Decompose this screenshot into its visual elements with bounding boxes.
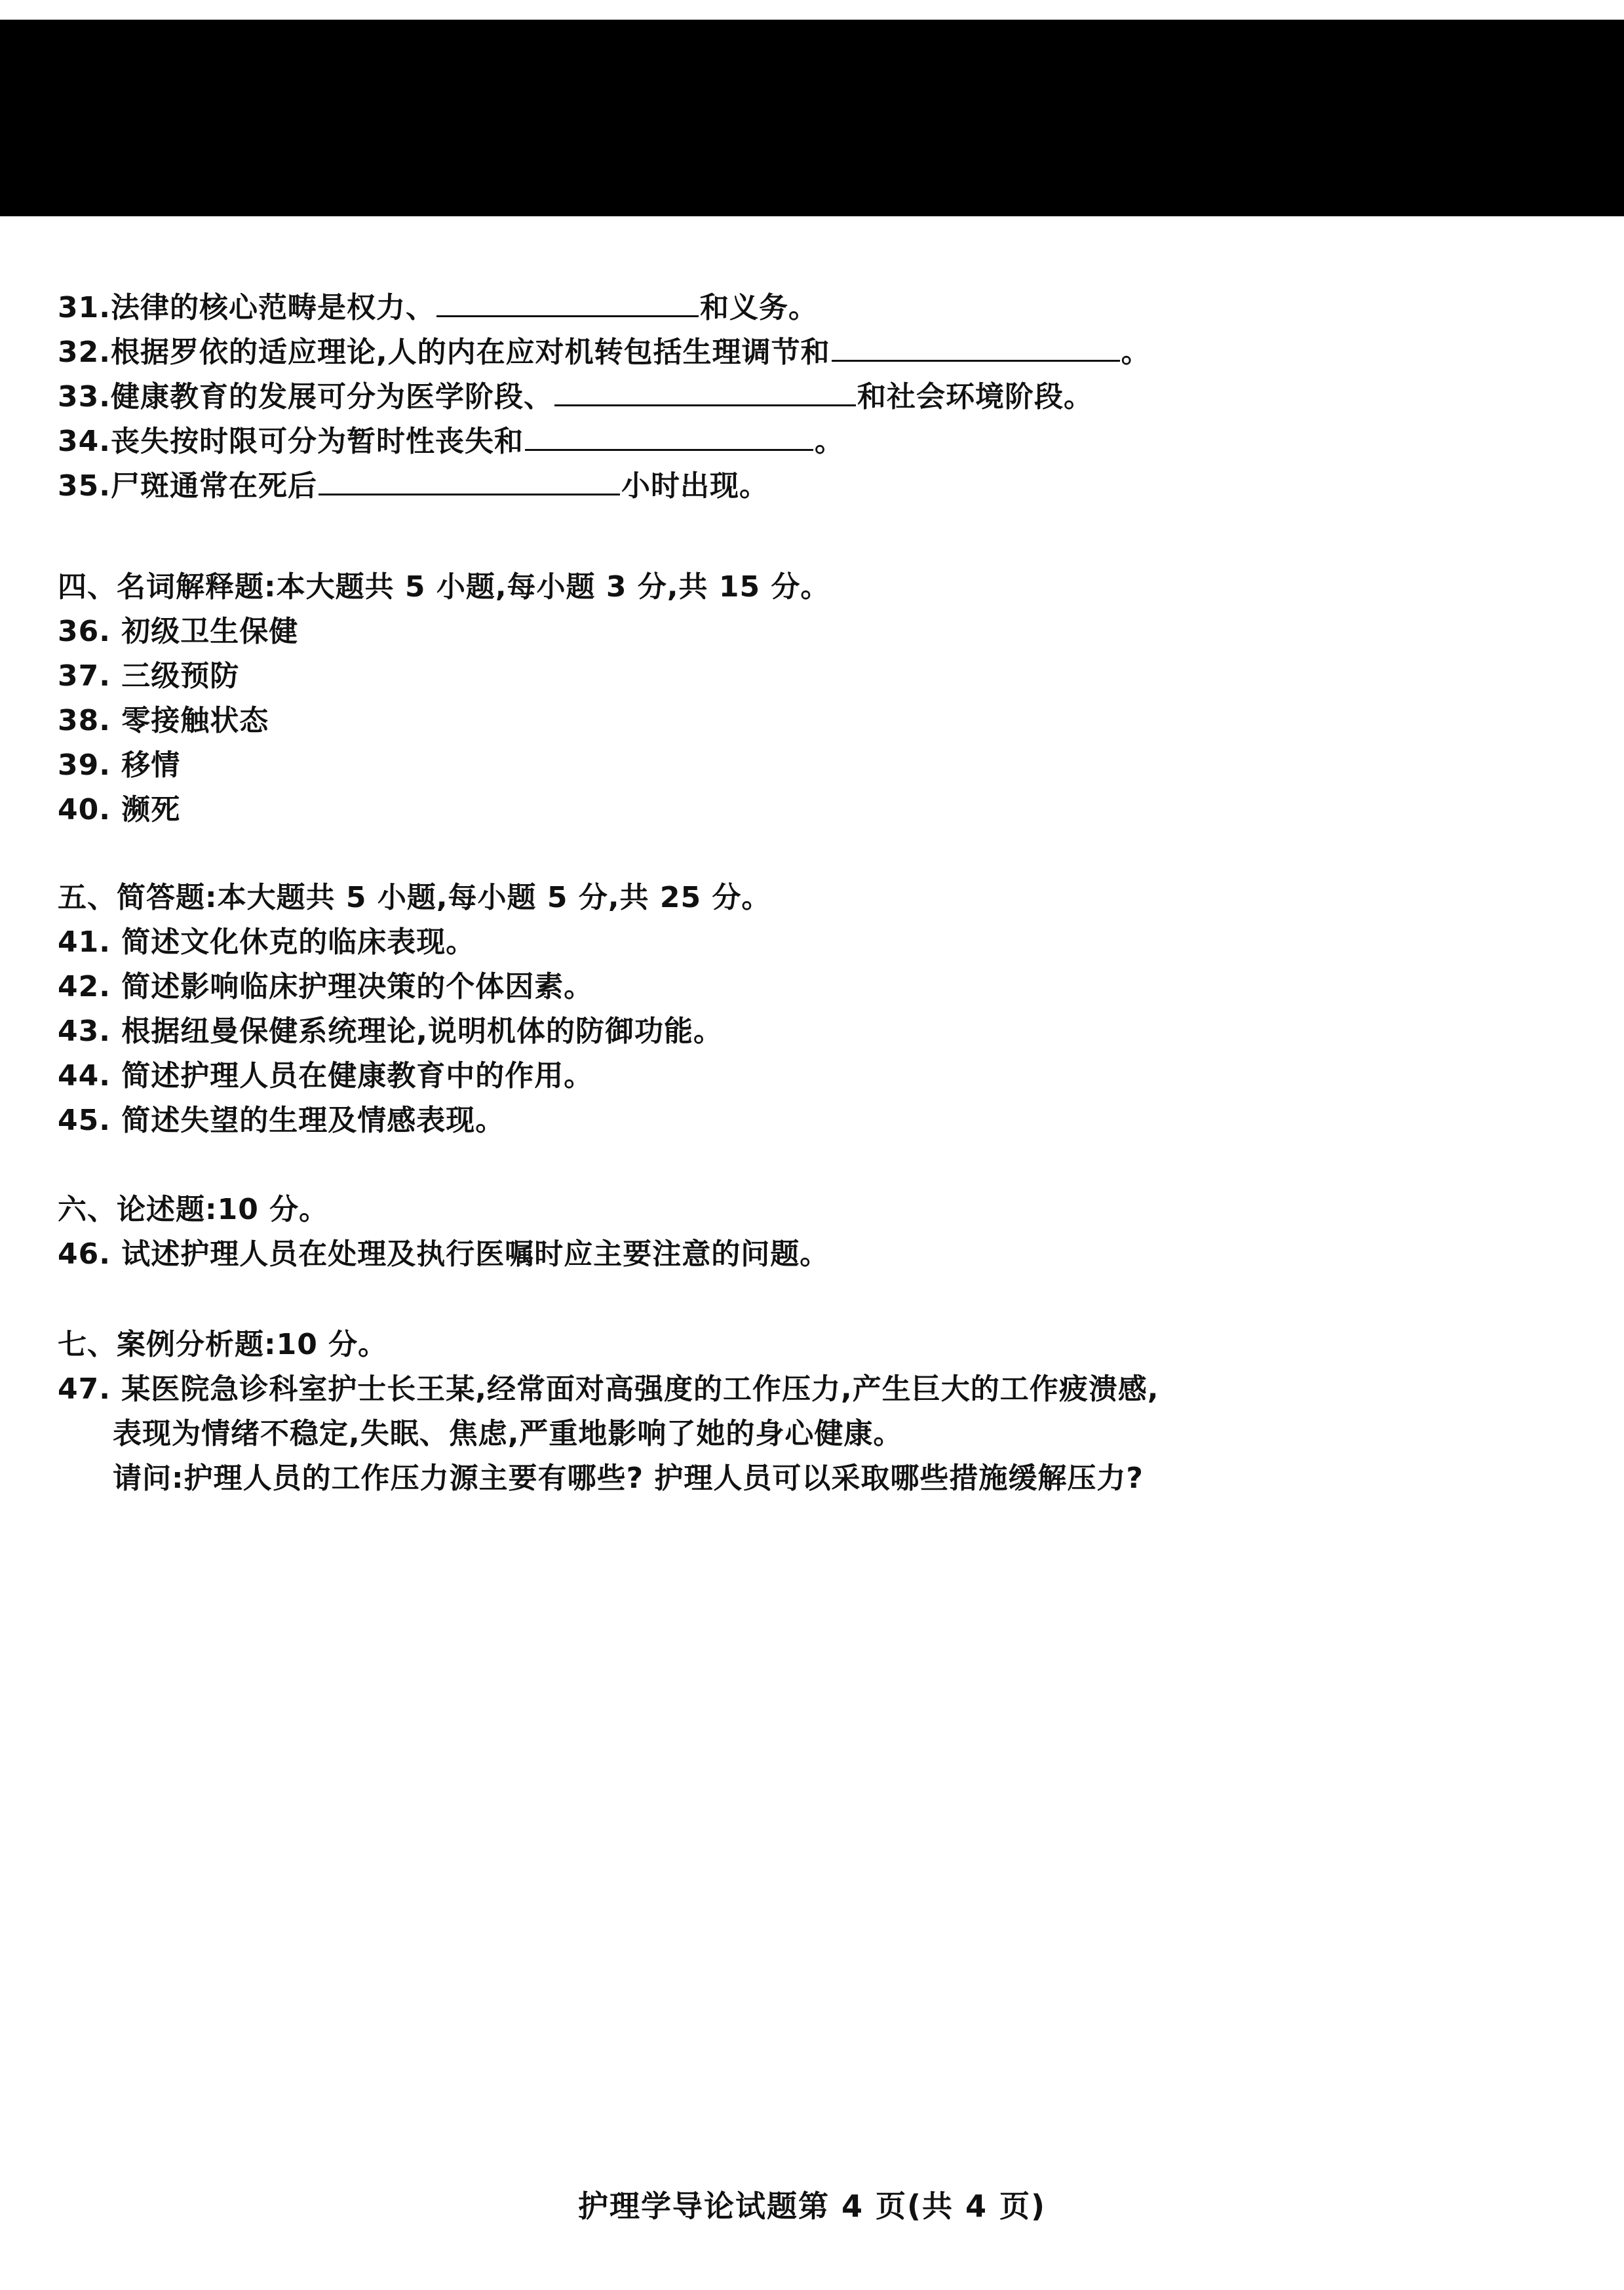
question-38: 38. 零接触状态 <box>58 704 269 737</box>
question-47-line-2: 表现为情绪不稳定,失眠、焦虑,严重地影响了她的身心健康。 <box>113 1417 903 1450</box>
question-33 <box>58 378 1093 417</box>
question-number: 31. <box>58 291 111 324</box>
question-39: 39. 移情 <box>58 748 181 782</box>
question-number: 33. <box>58 380 111 414</box>
question-text: 丧失按时限可分为暂时性丧失和 <box>110 425 524 458</box>
question-31 <box>58 288 818 328</box>
section-4-heading: 四、名词解释题:本大题共 5 小题,每小题 3 分,共 15 分。 <box>58 570 830 604</box>
question-number: 35. <box>58 469 111 503</box>
section-7-heading: 七、案例分析题:10 分。 <box>58 1328 388 1361</box>
question-number: 32. <box>58 336 111 369</box>
section-6-heading: 六、论述题:10 分。 <box>58 1193 329 1226</box>
question-40: 40. 濒死 <box>58 793 181 826</box>
section-5-heading: 五、简答题:本大题共 5 小题,每小题 5 分,共 25 分。 <box>58 881 771 914</box>
question-32 <box>58 333 1151 372</box>
redacted-header-block <box>0 20 1624 216</box>
question-text: 。 <box>1121 336 1151 369</box>
question-47-line-1: 47. 某医院急诊科室护士长王某,经常面对高强度的工作压力,产生巨大的工作疲溃感, <box>58 1372 1159 1406</box>
answer-blank[interactable] <box>554 378 856 406</box>
question-37: 37. 三级预防 <box>58 659 240 693</box>
question-text: 尸斑通常在死后 <box>110 469 317 503</box>
question-number: 34. <box>58 425 111 458</box>
page-footer: 护理学导论试题第 4 页(共 4 页) <box>577 2188 1047 2224</box>
answer-blank[interactable] <box>832 334 1120 362</box>
answer-blank[interactable] <box>319 467 620 495</box>
question-text: 和义务。 <box>699 291 818 324</box>
question-34 <box>58 422 844 461</box>
question-text: 小时出现。 <box>621 469 769 503</box>
question-text: 根据罗依的适应理论,人的内在应对机转包括生理调节和 <box>110 336 830 369</box>
answer-blank[interactable] <box>436 289 699 317</box>
question-text: 法律的核心范畴是权力、 <box>110 291 435 324</box>
question-46: 46. 试述护理人员在处理及执行医嘱时应主要注意的问题。 <box>58 1237 830 1271</box>
question-35 <box>58 467 769 506</box>
answer-blank[interactable] <box>525 423 813 451</box>
question-36: 36. 初级卫生保健 <box>58 615 299 648</box>
question-43: 43. 根据纽曼保健系统理论,说明机体的防御功能。 <box>58 1015 723 1048</box>
question-text: 。 <box>814 425 844 458</box>
question-47-line-3: 请问:护理人员的工作压力源主要有哪些? 护理人员可以采取哪些措施缓解压力? <box>113 1462 1144 1495</box>
question-42: 42. 简述影响临床护理决策的个体因素。 <box>58 970 594 1003</box>
question-text: 健康教育的发展可分为医学阶段、 <box>110 380 553 414</box>
question-44: 44. 简述护理人员在健康教育中的作用。 <box>58 1059 594 1093</box>
question-41: 41. 简述文化休克的临床表现。 <box>58 925 476 959</box>
question-text: 和社会环境阶段。 <box>857 380 1093 414</box>
question-45: 45. 简述失望的生理及情感表现。 <box>58 1104 505 1137</box>
